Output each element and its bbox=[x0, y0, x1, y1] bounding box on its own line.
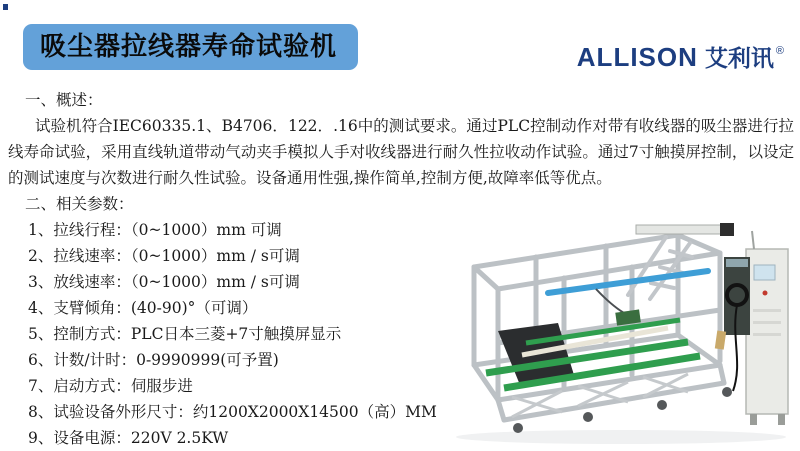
parameter-item: 5、控制方式：PLC日本三菱+7寸触摸屏显示 bbox=[28, 325, 342, 343]
photo-shadow bbox=[456, 430, 786, 444]
brand-logo-cjk: 艾利讯 bbox=[704, 45, 774, 71]
parameter-item: 6、计数/计时：0-9990999(可予置) bbox=[28, 351, 279, 369]
cable-hose bbox=[596, 289, 624, 313]
registered-mark: ® bbox=[775, 45, 784, 57]
parameter-item: 2、拉线速率：（0~1000）mm / s可调 bbox=[28, 247, 300, 265]
control-cabinet bbox=[746, 231, 788, 425]
brand-logo bbox=[577, 40, 784, 73]
overview-heading: 一、概述： bbox=[25, 91, 103, 109]
parameter-item: 9、设备电源：220V 2.5KW bbox=[28, 429, 229, 447]
corner-mark bbox=[3, 4, 8, 10]
page-title: 吸尘器拉线器寿命试验机 bbox=[23, 24, 358, 70]
overview-paragraph: 试验机符合IEC60335.1、B4706．122．.16中的测试要求。通过PLC控制动作对带有收线器的吸尘器进行拉线寿命试验，采用直线轨道带动气动夹手模拟人手对收线器进行耐久性拉收动作试验。通过7寸触摸屏控制，以设定的测试速度与次数进行耐久性试验。设备通用性强,操作简单,控制方便,故障率低等优点。 bbox=[8, 117, 794, 187]
parameters-heading: 二、相关参数： bbox=[25, 195, 134, 213]
parameter-item: 4、支臂倾角：(40-90)°（可调） bbox=[28, 299, 258, 317]
linear-actuator bbox=[636, 223, 734, 236]
blue-bar bbox=[548, 271, 708, 293]
brand-logo-latin: ALLISON bbox=[576, 42, 698, 72]
parameter-item: 7、启动方式：伺服步进 bbox=[28, 377, 193, 395]
parameter-item: 3、放线速率：（0~1000）mm / s可调 bbox=[28, 273, 300, 291]
parameter-item: 8、试验设备外形尺寸：约1200X2000X14500（高）MM bbox=[28, 403, 437, 421]
parameter-item: 1、拉线行程：（0~1000）mm 可调 bbox=[28, 221, 282, 239]
machine-photo bbox=[436, 213, 800, 450]
